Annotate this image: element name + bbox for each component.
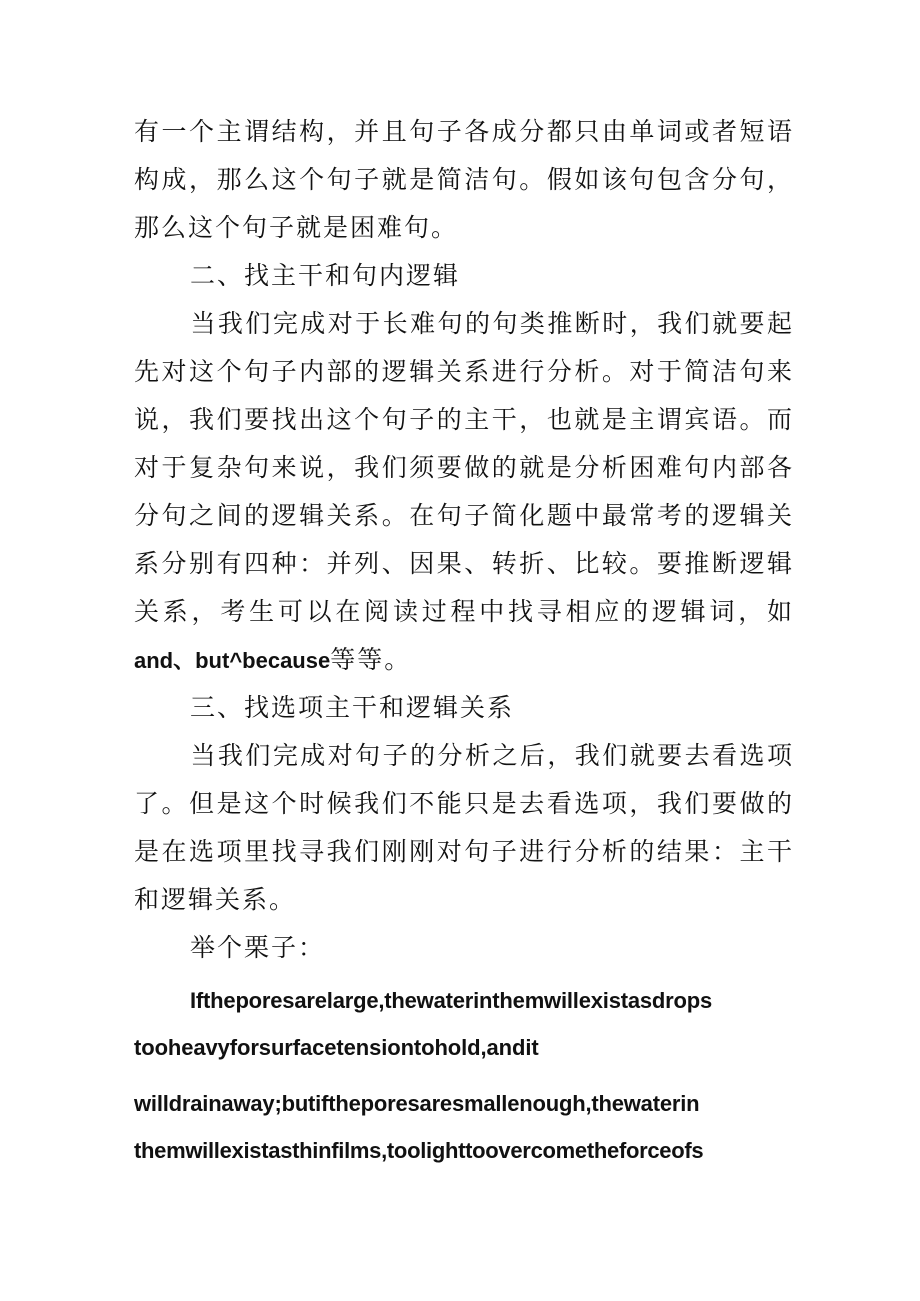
paragraph-text: 当我们完成对于长难句的句类推断时，我们就要起先对这个句子内部的逻辑关系进行分析。对于简洁句来说，我们要找出这个句子的主干，也就是主谓宾语。而对于复杂句来说，我们须要做的就是分析困难句内部各分句之间的逻辑关系。在句子简化题中最常考的逻辑关系分别有四种：并列、因果、转折、比较。要推断逻辑关系，考生可以在阅读过程中找寻相应的逻辑词，如 xyxy=(134,309,794,626)
heading-text: 二、找主干和句内逻辑 xyxy=(190,261,461,290)
example-line-2: tooheavyforsurfacetensiontohold,andit xyxy=(134,1035,539,1060)
example-line-1: Iftheporesarelarge,thewaterinthemwillexistasdrops xyxy=(190,988,713,1013)
example-line-3: willdrainaway;butiftheporesaresmallenough,thewaterin xyxy=(134,1091,700,1116)
paragraph-text-end: 等等。 xyxy=(330,645,412,674)
paragraph-logic-analysis xyxy=(134,300,794,685)
logic-words: and、but^because xyxy=(134,648,331,673)
section-heading-3 xyxy=(134,684,794,732)
heading-text: 三、找选项主干和逻辑关系 xyxy=(190,693,515,722)
paragraph-simple-complex-definition xyxy=(134,108,794,252)
paragraph-text: 举个栗子： xyxy=(190,933,326,962)
paragraph-text: 当我们完成对句子的分析之后，我们就要去看选项了。但是这个时候我们不能只是去看选项，我们要做的是在选项里找寻我们刚刚对句子进行分析的结果：主干和逻辑关系。 xyxy=(134,741,794,914)
paragraph-text: 有一个主谓结构，并且句子各成分都只由单词或者短语构成，那么这个句子就是简洁句。假如该句包含分句，那么这个句子就是困难句。 xyxy=(134,117,794,242)
paragraph-option-analysis xyxy=(134,732,794,924)
section-heading-2 xyxy=(134,252,794,300)
example-intro xyxy=(134,924,794,972)
example-line-4: themwillexistasthinfilms,toolighttoovercometheforceofs xyxy=(134,1138,704,1163)
